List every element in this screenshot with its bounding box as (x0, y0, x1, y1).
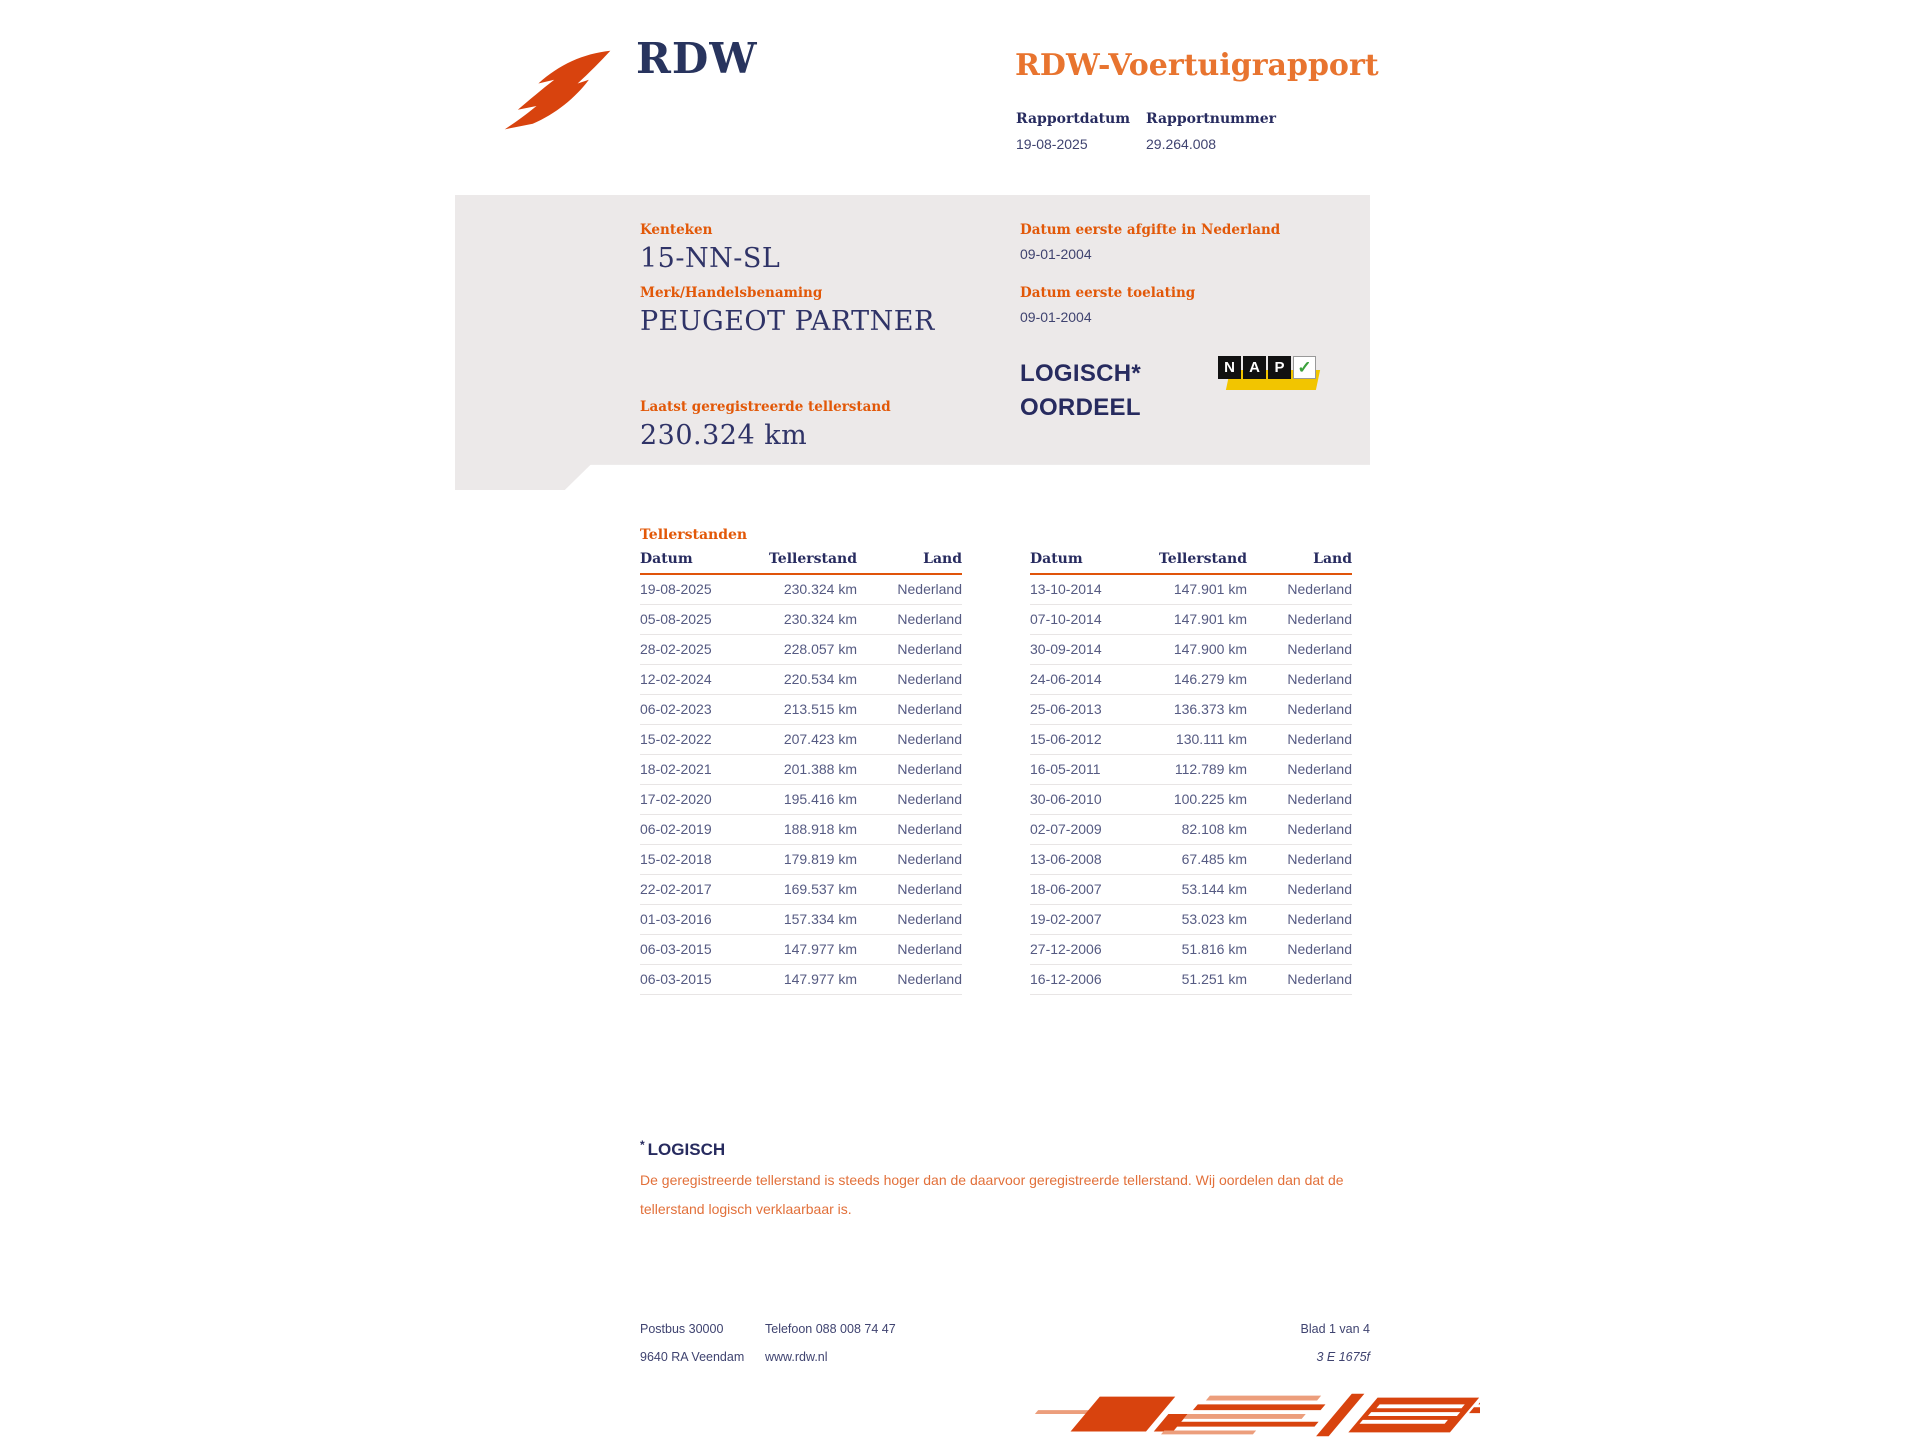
country-cell: Nederland (857, 665, 962, 695)
odometer-cell: 220.534 km (752, 665, 857, 695)
table-row (640, 635, 962, 665)
odometer-cell: 179.819 km (752, 845, 857, 875)
country-cell: Nederland (857, 815, 962, 845)
rdw-feather-icon (497, 48, 619, 134)
odometer-cell: 112.789 km (1142, 755, 1247, 785)
toelating-field (1020, 285, 1195, 325)
odometer-cell: 51.816 km (1142, 935, 1247, 965)
date-cell: 19-08-2025 (640, 574, 752, 605)
table-row (1030, 725, 1352, 755)
oordeel-line2: OORDEEL (1020, 394, 1141, 421)
table-header-row (1030, 549, 1352, 574)
country-cell: Nederland (1247, 695, 1352, 725)
date-cell: 12-02-2024 (640, 665, 752, 695)
merk-field (640, 285, 935, 337)
country-cell: Nederland (1247, 935, 1352, 965)
country-cell: Nederland (857, 605, 962, 635)
table-row (1030, 635, 1352, 665)
odometer-cell: 157.334 km (752, 905, 857, 935)
odometer-cell: 228.057 km (752, 635, 857, 665)
date-cell: 16-12-2006 (1030, 965, 1142, 995)
date-cell: 15-06-2012 (1030, 725, 1142, 755)
nap-letter-p: P (1268, 356, 1291, 379)
date-cell: 13-06-2008 (1030, 845, 1142, 875)
date-cell: 13-10-2014 (1030, 574, 1142, 605)
date-cell: 28-02-2025 (640, 635, 752, 665)
date-cell: 17-02-2020 (640, 785, 752, 815)
date-cell: 06-02-2023 (640, 695, 752, 725)
nap-check-icon: ✓ (1293, 356, 1316, 379)
tellerstand-label: Laatst geregistreerde tellerstand (640, 399, 891, 415)
date-cell: 06-03-2015 (640, 965, 752, 995)
afgifte-label: Datum eerste afgifte in Nederland (1020, 222, 1281, 238)
date-cell: 01-03-2016 (640, 905, 752, 935)
column-header-datum: Datum (1030, 549, 1142, 574)
odometer-cell: 147.977 km (752, 965, 857, 995)
country-cell: Nederland (1247, 574, 1352, 605)
table-row (640, 785, 962, 815)
odometer-cell: 230.324 km (752, 605, 857, 635)
date-cell: 30-06-2010 (1030, 785, 1142, 815)
table-row (640, 875, 962, 905)
column-header-land: Land (857, 549, 962, 574)
table-row (640, 605, 962, 635)
odometer-cell: 136.373 km (1142, 695, 1247, 725)
table-row (640, 665, 962, 695)
country-cell: Nederland (1247, 815, 1352, 845)
footnote-text: De geregistreerde tellerstand is steeds hoger dan de daarvoor geregistreerde tellerstand. Wij oordelen dan dat de tellerstand logisch verklaarbaar is. (640, 1172, 1344, 1217)
odometer-cell: 207.423 km (752, 725, 857, 755)
country-cell: Nederland (857, 845, 962, 875)
footer-form-code: 3 E 1675f (1316, 1350, 1370, 1364)
date-cell: 05-08-2025 (640, 605, 752, 635)
country-cell: Nederland (1247, 845, 1352, 875)
report-number-value: 29.264.008 (1146, 136, 1217, 152)
country-cell: Nederland (1247, 725, 1352, 755)
report-number-block (1146, 111, 1276, 152)
footer-page-number: Blad 1 van 4 (1300, 1322, 1370, 1336)
kenteken-field (640, 222, 780, 274)
table-row (640, 574, 962, 605)
merk-value: PEUGEOT PARTNER (640, 306, 935, 337)
odometer-cell: 213.515 km (752, 695, 857, 725)
country-cell: Nederland (1247, 785, 1352, 815)
country-cell: Nederland (857, 574, 962, 605)
report-number-label: Rapportnummer (1146, 111, 1277, 127)
rdw-logo-text: RDW (636, 34, 758, 83)
table-row (1030, 815, 1352, 845)
table-row (640, 695, 962, 725)
country-cell: Nederland (857, 755, 962, 785)
country-cell: Nederland (857, 725, 962, 755)
tellerstanden-section-title: Tellerstanden (640, 527, 748, 543)
table-row (1030, 755, 1352, 785)
odometer-cell: 147.901 km (1142, 574, 1247, 605)
table-row (1030, 785, 1352, 815)
table-row (1030, 695, 1352, 725)
report-title: RDW-Voertuigrapport (1015, 48, 1379, 83)
date-cell: 25-06-2013 (1030, 695, 1142, 725)
date-cell: 18-02-2021 (640, 755, 752, 785)
footnote-marker: * (640, 1138, 645, 1152)
footer-address-line1: Postbus 30000 (640, 1322, 724, 1336)
toelating-value: 09-01-2004 (1020, 309, 1092, 325)
country-cell: Nederland (1247, 665, 1352, 695)
odometer-table-left (640, 549, 962, 995)
footer-website: www.rdw.nl (765, 1350, 828, 1364)
country-cell: Nederland (1247, 605, 1352, 635)
table-row (1030, 665, 1352, 695)
footer-phone: Telefoon 088 008 74 47 (765, 1322, 896, 1336)
odometer-cell: 147.900 km (1142, 635, 1247, 665)
kenteken-value: 15-NN-SL (640, 243, 781, 274)
afgifte-value: 09-01-2004 (1020, 246, 1092, 262)
table-row (640, 965, 962, 995)
table-row (1030, 574, 1352, 605)
date-cell: 06-02-2019 (640, 815, 752, 845)
odometer-cell: 51.251 km (1142, 965, 1247, 995)
odometer-cell: 53.144 km (1142, 875, 1247, 905)
odometer-cell: 230.324 km (752, 574, 857, 605)
date-cell: 19-02-2007 (1030, 905, 1142, 935)
country-cell: Nederland (857, 635, 962, 665)
date-cell: 27-12-2006 (1030, 935, 1142, 965)
footer-address-line2: 9640 RA Veendam (640, 1350, 745, 1364)
table-row (1030, 965, 1352, 995)
odometer-cell: 201.388 km (752, 755, 857, 785)
column-header-tellerstand: Tellerstand (752, 549, 857, 574)
date-cell: 24-06-2014 (1030, 665, 1142, 695)
date-cell: 16-05-2011 (1030, 755, 1142, 785)
merk-label: Merk/Handelsbenaming (640, 285, 823, 301)
odometer-cell: 195.416 km (752, 785, 857, 815)
date-cell: 15-02-2018 (640, 845, 752, 875)
odometer-cell: 82.108 km (1142, 815, 1247, 845)
column-header-tellerstand: Tellerstand (1142, 549, 1247, 574)
table-row (640, 935, 962, 965)
country-cell: Nederland (857, 875, 962, 905)
nap-logo (1218, 356, 1318, 396)
country-cell: Nederland (857, 965, 962, 995)
country-cell: Nederland (1247, 965, 1352, 995)
report-date-label: Rapportdatum (1016, 111, 1131, 127)
date-cell: 30-09-2014 (1030, 635, 1142, 665)
tellerstand-field (640, 399, 891, 451)
table-header-row (640, 549, 962, 574)
odometer-cell: 188.918 km (752, 815, 857, 845)
table-row (640, 725, 962, 755)
date-cell: 06-03-2015 (640, 935, 752, 965)
date-cell: 22-02-2017 (640, 875, 752, 905)
column-header-datum: Datum (640, 549, 752, 574)
footnote-title-text: LOGISCH (647, 1140, 726, 1159)
date-cell: 07-10-2014 (1030, 605, 1142, 635)
odometer-cell: 130.111 km (1142, 725, 1247, 755)
table-row (640, 905, 962, 935)
kenteken-label: Kenteken (640, 222, 713, 238)
country-cell: Nederland (857, 935, 962, 965)
country-cell: Nederland (857, 695, 962, 725)
oordeel-verdict (1020, 357, 1141, 425)
oordeel-line1: LOGISCH* (1020, 360, 1142, 387)
table-row (640, 755, 962, 785)
report-date-value: 19-08-2025 (1016, 136, 1088, 152)
date-cell: 15-02-2022 (640, 725, 752, 755)
afgifte-field (1020, 222, 1280, 262)
nap-letter-a: A (1243, 356, 1266, 379)
tellerstand-value: 230.324 km (640, 420, 808, 451)
table-row (640, 815, 962, 845)
toelating-label: Datum eerste toelating (1020, 285, 1196, 301)
country-cell: Nederland (1247, 875, 1352, 905)
country-cell: Nederland (1247, 905, 1352, 935)
country-cell: Nederland (857, 785, 962, 815)
table-row (1030, 875, 1352, 905)
country-cell: Nederland (1247, 635, 1352, 665)
odometer-cell: 100.225 km (1142, 785, 1247, 815)
date-cell: 18-06-2007 (1030, 875, 1142, 905)
odometer-cell: 67.485 km (1142, 845, 1247, 875)
nap-letter-n: N (1218, 356, 1241, 379)
table-row (1030, 905, 1352, 935)
odometer-cell: 147.977 km (752, 935, 857, 965)
table-row (1030, 605, 1352, 635)
date-cell: 02-07-2009 (1030, 815, 1142, 845)
odometer-cell: 53.023 km (1142, 905, 1247, 935)
footnote-title (640, 1138, 725, 1160)
odometer-cell: 147.901 km (1142, 605, 1247, 635)
odometer-cell: 169.537 km (752, 875, 857, 905)
odometer-table-right (1030, 549, 1352, 995)
report-date-block (1016, 111, 1130, 152)
odometer-cell: 146.279 km (1142, 665, 1247, 695)
column-header-land: Land (1247, 549, 1352, 574)
table-row (640, 845, 962, 875)
rdw-speed-lines-graphic (1035, 1390, 1480, 1440)
table-row (1030, 935, 1352, 965)
table-row (1030, 845, 1352, 875)
country-cell: Nederland (1247, 755, 1352, 785)
country-cell: Nederland (857, 905, 962, 935)
